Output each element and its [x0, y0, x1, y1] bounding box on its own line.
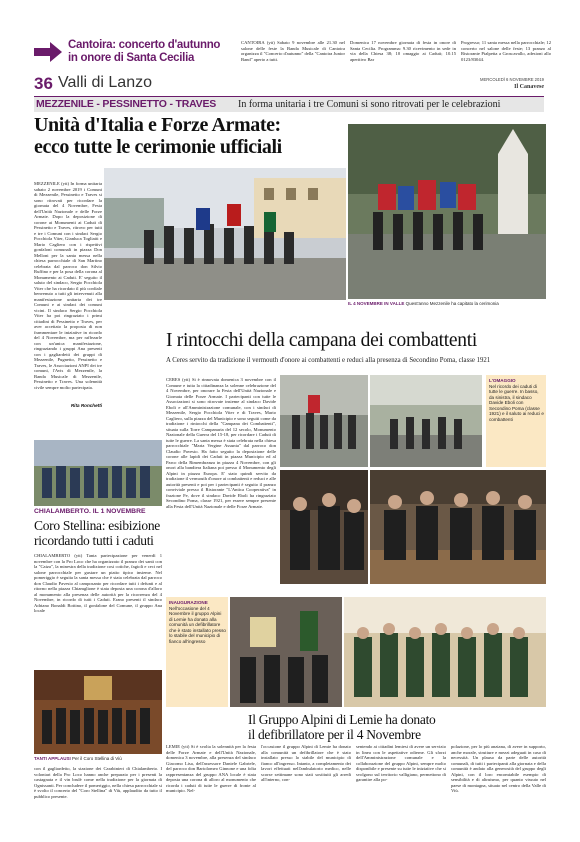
issue-date: MERCOLEDÌ 6 NOVEMBRE 2019	[480, 77, 544, 82]
ceres-photo-reduci-right	[370, 470, 546, 584]
ceres-sidebar-text: Nel ricordo dei caduti di tutte le guerre. In basso, da sinistra, il sindaco Davide Eboli con Secondino Poma (classe 1921) e il saluto ai reduci e combattenti	[489, 383, 544, 422]
topic-bar	[34, 96, 544, 112]
ceres-article-body: CERES (ytt) Si è rinnovata domenica 3 novembre con il Comune e tutta la cittadinanza la solenne celebrazione del 4 Novembre, per onorare la Festa dell'Unità Nazionale e Giornata delle Forze Armate. I partecipanti con tutte le Associazioni si sono ritrovate insieme al sindaco Davide Eboli e all'Amministrazione comunale, con i sindaci di Mezzenile, Sergio Pocchiola Viter e di Traves, Mario Cagliero, sulla piazza del Municipio e sono seguiti come da tradizione i rintocchi della "Campana dei Combattenti", situata sulla Torre Campanaria del 12 secolo, Monumento Nazionale della Guerra del 15-18, per ricordare i Caduti di tutte le guerre. La santa messa è stata celebrata nella chiesa parrocchiale "Maria Vergine Assunta" dal parroco don Claudio Pavesio. Ha fatto seguito la deposizione delle corone alle lapidi dei Caduti in piazza Municipio ed al Parco della Rimembranza in piazza 4 Novembre, con gli onori alla bandiera Italiana poi presso il Monumento degli Alpini in piazza Europa. E' stato quindi servito da tradizione il vermouth d'onore ai combattenti e reduci e alle autorità presenti e poi per i partecipanti è seguito il pranzo conviviale presso il Ristorante "L'Antica Cooperativa" in frazione Fe, dove il sindaco Davide Eboli ha ringraziato Secondino Poma, classe 1921, per essere sempre presente alla Festa dell'Unità Nazionale e delle Forze Armate.	[166, 377, 276, 509]
lemie-col-3: sentendo ai cittadini lemiesi di avere un servizio in linea con le aspettative odierne. Gli sforzi dell'Amministrazione comunale e la collaborazione del gruppo Alpini, sempre molto disponibile e presente su tutte le iniziative che si svolgono sul territorio valligiano, permettono di garantire alla po-	[356, 744, 446, 782]
topic-kicker: In forma unitaria i tre Comuni si sono ritrovati per le celebrazioni	[238, 98, 501, 110]
paper-name: Il Canavese	[514, 84, 544, 90]
coro-headline: Coro Stellina: esibizione ricordando tutti i caduti	[34, 518, 160, 548]
monument-photo	[348, 124, 546, 299]
ceres-photo-ceremony	[280, 375, 368, 467]
page-header	[34, 74, 544, 94]
topic-places: MEZZENILE - PESSINETTO - TRAVES	[36, 98, 217, 110]
main-article-body: MEZZENILE (ytt) In forma unitaria sabato 2 novembre 2019 i Comuni di Mezzenile, Pessinetto e Traves si sono ritrovati per ricordare la giornata del 4 Novembre, Festa dell'Unità Nazionale e delle Forze Armate. Dopo la deposizione di corone ai Monumenti ai Caduti di Pessinetto e Traves, ritrovo per tutti e tre i Comuni con i sindaci Sergio Pocchiola Viter, Gianluca Togliatti e Mario Cagliero con i rispettivi gonfaloni comunali in piazza Don Melloni per la santa messa nella chiesa parrocchiale di San Martino celebrata dal parroco don Silvio Ruffino e per la posa della corona al Monumento ai Caduti. E' seguito il saluto del sindaco, Sergio Pocchiola Viter che ha ricordato il più cordiale benvenuto a tutti gli intervenuti alla manifestazione unitaria dei tre Comuni e ai sindaci dei comuni vicini. Il sindaco Sergio Pocchiola Viter ha poi ringraziato i primi cittadini di Pessinetto e Traves, per aver accettato la proposta di non frammentare le iniziative in ricordo del 4 Novembre, ma per raffezarle con un'unica manifestazione, ringraziando i gruppi Ana presenti con i gagliardetti dei gruppi di Mezzenile, Pugnetto, Pessinetto e Traves, le Associazioni ANPI dei tre comuni, l'Avis di Mezzenile, la Banda Musicale di Mezzenile, Pessinetto e Traves. Una solennità civile sempre molto partecipata.	[34, 181, 102, 390]
chorus-photo-church	[34, 670, 162, 754]
page-number: 36	[34, 74, 53, 93]
ceres-photo-square	[370, 375, 482, 467]
ceres-subhead: A Ceres servito da tradizione il vermouth d'onore ai combattenti e reduci alla presenza di Secondino Poma, classe 1921	[166, 357, 491, 364]
ceres-sidebar	[486, 375, 546, 467]
ceres-headline: I rintocchi della campana dei combattenti	[166, 330, 477, 351]
lemie-sidebar-text: Nell'occasione del 4 Novembre il gruppo Alpini di Lemie ha donato alla comunità un defibrillatore che è stato installato presso lo stabile del municipio di fianco all'ingresso	[169, 605, 226, 644]
coro-article-body-2: con il gagliardetto, la stazione dei Carabinieri di Chialamberto. I volontari della Pro Loco hanno anche preparato per i presenti la castagnata e il vin brulè come nella tradizione per la giornata di Ognissanti. Per concludere il pomeriggio, nella chiesa parrocchiale si è svolto il concerto del "Coro Stellina" di Viù, applaudito da tutto il pubblico presente.	[34, 766, 162, 799]
teaser-col-3: Progresso; 11 santa messa nella parrocchiale; 12 concerto nel salone delle feste; 13 pranzo al Ristorante Pialpetta a Groscavallo, adesioni allo 0123/83044.	[461, 40, 551, 62]
lemie-col-4: polazione, per lo più anziana, di avere in supporto, anche morale, strutture e mezzi adeguati in caso di necessità. Un plauso da parte delle autorità comunali, di tutti i partecipanti alla giornata e della comunità è andato alla generosità del gruppo degli Alpini, con il loro encomiabile esempio di sensibilità e di altruismo, per quanto vissuto nel paese di montagna, situato nel centro della Valle di Viù.	[451, 744, 546, 793]
lemie-col-2: l'occasione il gruppo Alpini di Lemie ha donato alla comunità un defibrillatore che è stato installato presso lo stabile del municipio di fianco all'ingresso. Intanto, a completamento dei lavori effettuati nell'ambulatorio medico, nelle scorse settimane sono stati sostituiti gli arredi all'interno, con-	[261, 744, 351, 782]
lemie-sidebar-label: INAUGURAZIONE	[169, 600, 208, 605]
lemie-headline: Il Gruppo Alpini di Lemie ha donato il defibrillatore per il 4 Novembre	[248, 712, 436, 742]
ceres-sidebar-label: L'OMAGGIO	[489, 378, 516, 383]
ceres-photo-reduci-left	[280, 470, 368, 584]
alpini-group-photo-right	[344, 597, 546, 707]
main-photo-caption: IL 4 NOVEMBRE IN VALLE Quest'anno Mezzenile ha capitato la cerimonia	[348, 301, 499, 306]
main-headline: Unità d'Italia e Forze Armate: ecco tutte le cerimonie ufficiali	[34, 114, 282, 158]
arrow-right-icon	[34, 42, 62, 62]
main-article-byline: Rita Ronchetti	[70, 403, 102, 408]
chorus-photo-top	[34, 440, 162, 506]
coro-kicker: CHIALAMBERTO. IL 1 NOVEMBRE	[34, 508, 146, 515]
coro-article-body: CHIALAMBERTO (ytt) Tanta partecipazione per venerdì 1 novembre con la Pro Loco che ha organizzato il pranzo dei santi con la "Caiza", la minestra della tradizione cosi cotiche, fagioli e ceci nel salone parrocchiale per gustare un piatto tipico insieme. Nel pomeriggio è seguita la santa messa che è stata celebrata dal parroco don Claudio Pavesio al camposanto per ricordare tutti i defunti e al ritorno nella piazza Chiamglione è stata deposta una corona d'alloro al monumento alla presenza delle autorità per la ricorrenza del 4 Novembre, in ricordo di tutti i Caduti. Erano presenti il sindaco Adriano Bonaldi Bottino, il gonfalone del Comune, il gruppo Ana locale	[34, 553, 162, 613]
section-title: Valli di Lanzo	[58, 74, 152, 91]
alpini-group-photo-left	[230, 597, 342, 707]
teaser-col-2: Domenica 17 novembre giornata di festa in onore di Santa Cecilia. Programma: 9.30 ricevimento in sede in via della Chiesa 38; 10 omaggio ai Caduti; 10.15 aperitivo Bar	[350, 40, 456, 62]
parade-photo	[104, 168, 346, 300]
teaser-col-1: CANTOIRA (ytt) Sabato 9 novembre alle 21.30 nel salone delle feste la Banda Musicale di Cantoira organizza il "Concerto d'autunno" della "Cantoira Junior Band" aperto a tutti.	[241, 40, 345, 62]
teaser-title: Cantoira: concerto d'autunno in onore di Santa Cecilia	[68, 39, 221, 64]
coro-photo-caption: TANTI APPLAUSI Per il Coro Stellina di Viù	[34, 756, 122, 761]
lemie-sidebar	[166, 597, 228, 707]
lemie-col-1: LEMIE (ytt) Si è svolta la solennità per la festa delle Forze Armate e dell'Unità Nazionale, domenica 3 novembre, alla presenza del sindaco Giacomo Lisa, dell'assessore Daniele Gabriele, del parroco don Bartolomeo Ginnone e una folta rappresentanza del gruppo ANA locale è stata deposta una corona di alloro al monumento che ricorda i caduti di tutte le guerre di fronte al municipio. Nel-	[166, 744, 256, 793]
top-teaser	[34, 38, 551, 70]
